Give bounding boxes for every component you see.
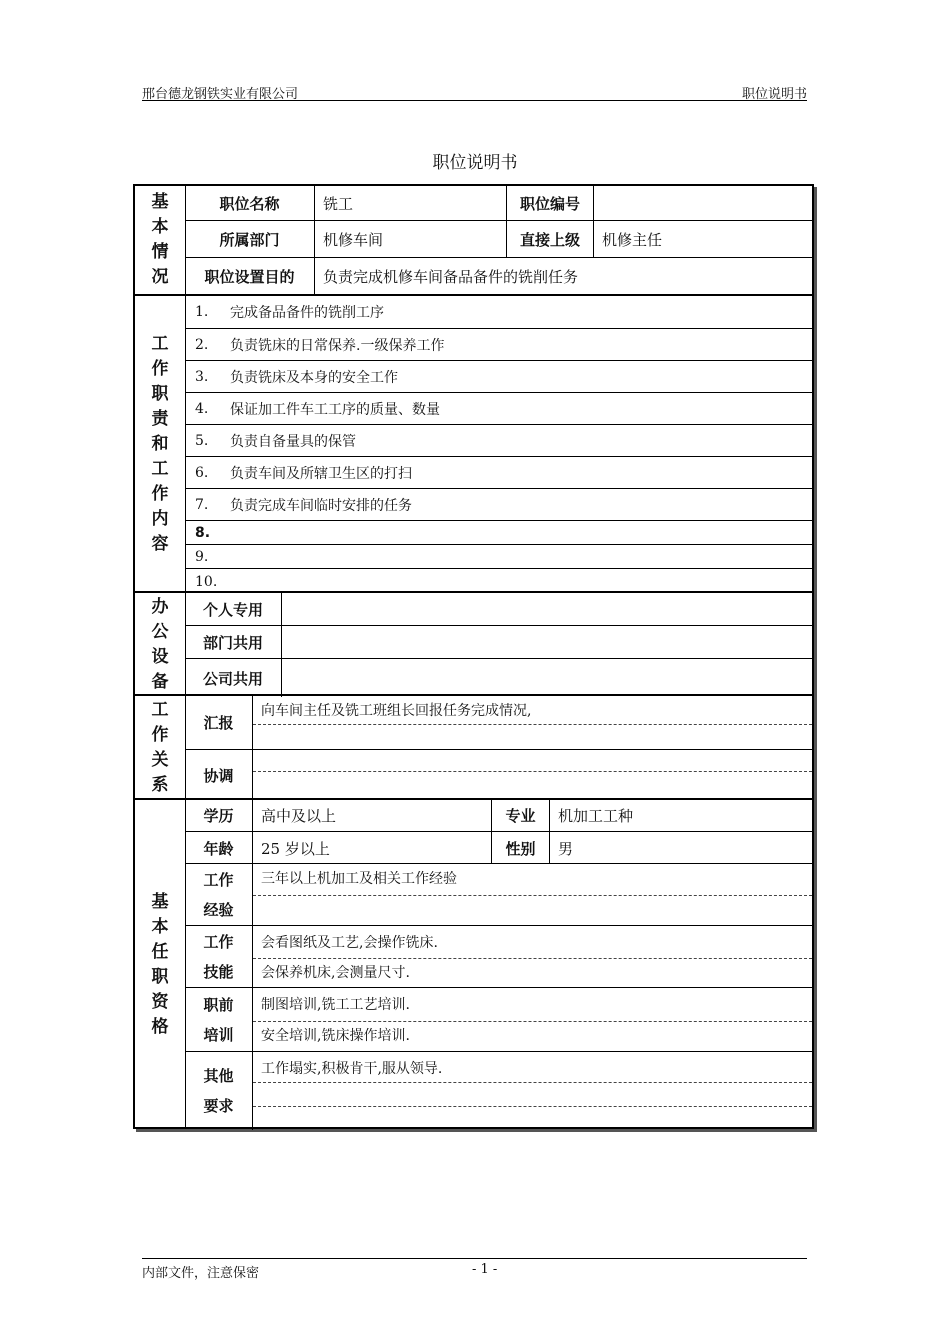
row-purpose	[185, 257, 812, 295]
duty-item: 10.	[185, 568, 812, 594]
row-skills: 工作 技能 会看图纸及工艺,会操作铣床. 会保养机床,会测量尺寸.	[185, 925, 812, 988]
duty-item: 7. 负责完成车间临时安排的任务	[185, 488, 812, 521]
value-skill-2: 会保养机床,会测量尺寸.	[261, 965, 410, 981]
section-label-duties: 工 作 职 责 和 工 作 内 容	[135, 296, 186, 593]
office-row: 公司共用	[185, 658, 812, 697]
duty-item: 1. 完成备品备件的铣削工序	[195, 304, 384, 321]
label-superior: 直接上级	[506, 221, 593, 258]
value-department: 机修车间	[314, 221, 506, 258]
section-office-equipment	[135, 591, 812, 696]
value-experience: 三年以上机加工及相关工作经验	[261, 871, 457, 887]
page-header	[142, 80, 807, 101]
label-position-name: 职位名称	[219, 194, 280, 213]
label-purpose: 职位设置目的	[204, 268, 295, 286]
duty-item: 2. 负责铣床的日常保养.一级保养工作	[185, 328, 812, 361]
section-basic-info	[135, 186, 812, 294]
doc-type: 职位说明书	[741, 87, 807, 102]
row-position	[185, 186, 812, 220]
confidential-note: 内部文件，注意保密	[142, 1266, 260, 1281]
value-position-name: 铣工	[314, 186, 506, 220]
row-training: 职前 培训 制图培训,铣工工艺培训. 安全培训,铣床操作培训.	[185, 987, 812, 1052]
value-superior: 机修主任	[593, 221, 812, 258]
duty-item: 8.	[185, 520, 812, 545]
value-other: 工作塌实,积极肯干,服从领导.	[261, 1061, 443, 1077]
label-position-no: 职位编号	[506, 186, 593, 220]
value-report: 向车间主任及铣工班组长回报任务完成情况,	[261, 703, 532, 719]
duty-item: 4. 保证加工件车工工序的质量、数量	[185, 392, 812, 425]
office-row: 部门共用	[185, 625, 812, 659]
page-title: 职位说明书	[432, 153, 518, 173]
value-position-no	[593, 186, 812, 220]
label-coordinate: 协调	[203, 767, 234, 785]
row-education: 学历 高中及以上 专业 机加工工种	[185, 800, 812, 831]
section-label-relations: 工 作 关 系	[135, 696, 186, 800]
value-major: 机加工工种	[549, 800, 812, 831]
value-skill-1: 会看图纸及工艺,会操作铣床.	[261, 935, 438, 951]
page-number: - 1 -	[472, 1262, 498, 1277]
section-label-office: 办 公 设 备	[135, 593, 186, 696]
duty-item: 6. 负责车间及所辖卫生区的打扫	[185, 456, 812, 489]
section-qualifications	[135, 798, 812, 1129]
row-coordinate	[185, 749, 812, 801]
value-training-1: 制图培训,铣工工艺培训.	[261, 997, 410, 1013]
duty-item: 9.	[185, 544, 812, 569]
company-name: 邢台德龙钢铁实业有限公司	[142, 87, 299, 102]
section-duties	[135, 294, 812, 593]
label-report: 汇报	[203, 714, 234, 732]
row-other-requirements: 其他 要求 工作塌实,积极肯干,服从领导.	[185, 1051, 812, 1130]
value-education: 高中及以上	[252, 800, 491, 831]
office-row: 个人专用	[185, 593, 812, 625]
value-age: 25 岁以上	[252, 832, 491, 864]
duty-item: 5. 负责自备量具的保管	[185, 424, 812, 457]
value-training-2: 安全培训,铣床操作培训.	[261, 1028, 410, 1044]
section-label-qualifications: 基 本 任 职 资 格	[135, 800, 186, 1129]
section-work-relations	[135, 694, 812, 800]
duty-item: 3. 负责铣床及本身的安全工作	[185, 360, 812, 393]
job-description-table	[133, 184, 814, 1129]
row-report	[185, 696, 812, 749]
value-purpose: 负责完成机修车间备品备件的铣削任务	[314, 258, 812, 295]
row-department	[185, 220, 812, 258]
value-gender: 男	[549, 832, 812, 864]
section-label-basic: 基 本 情 况	[135, 186, 186, 294]
label-department: 所属部门	[219, 231, 280, 249]
row-experience: 工作 经验 三年以上机加工及相关工作经验	[185, 863, 812, 926]
row-age: 年龄 25 岁以上 性别 男	[185, 831, 812, 864]
page-footer	[142, 1258, 807, 1281]
